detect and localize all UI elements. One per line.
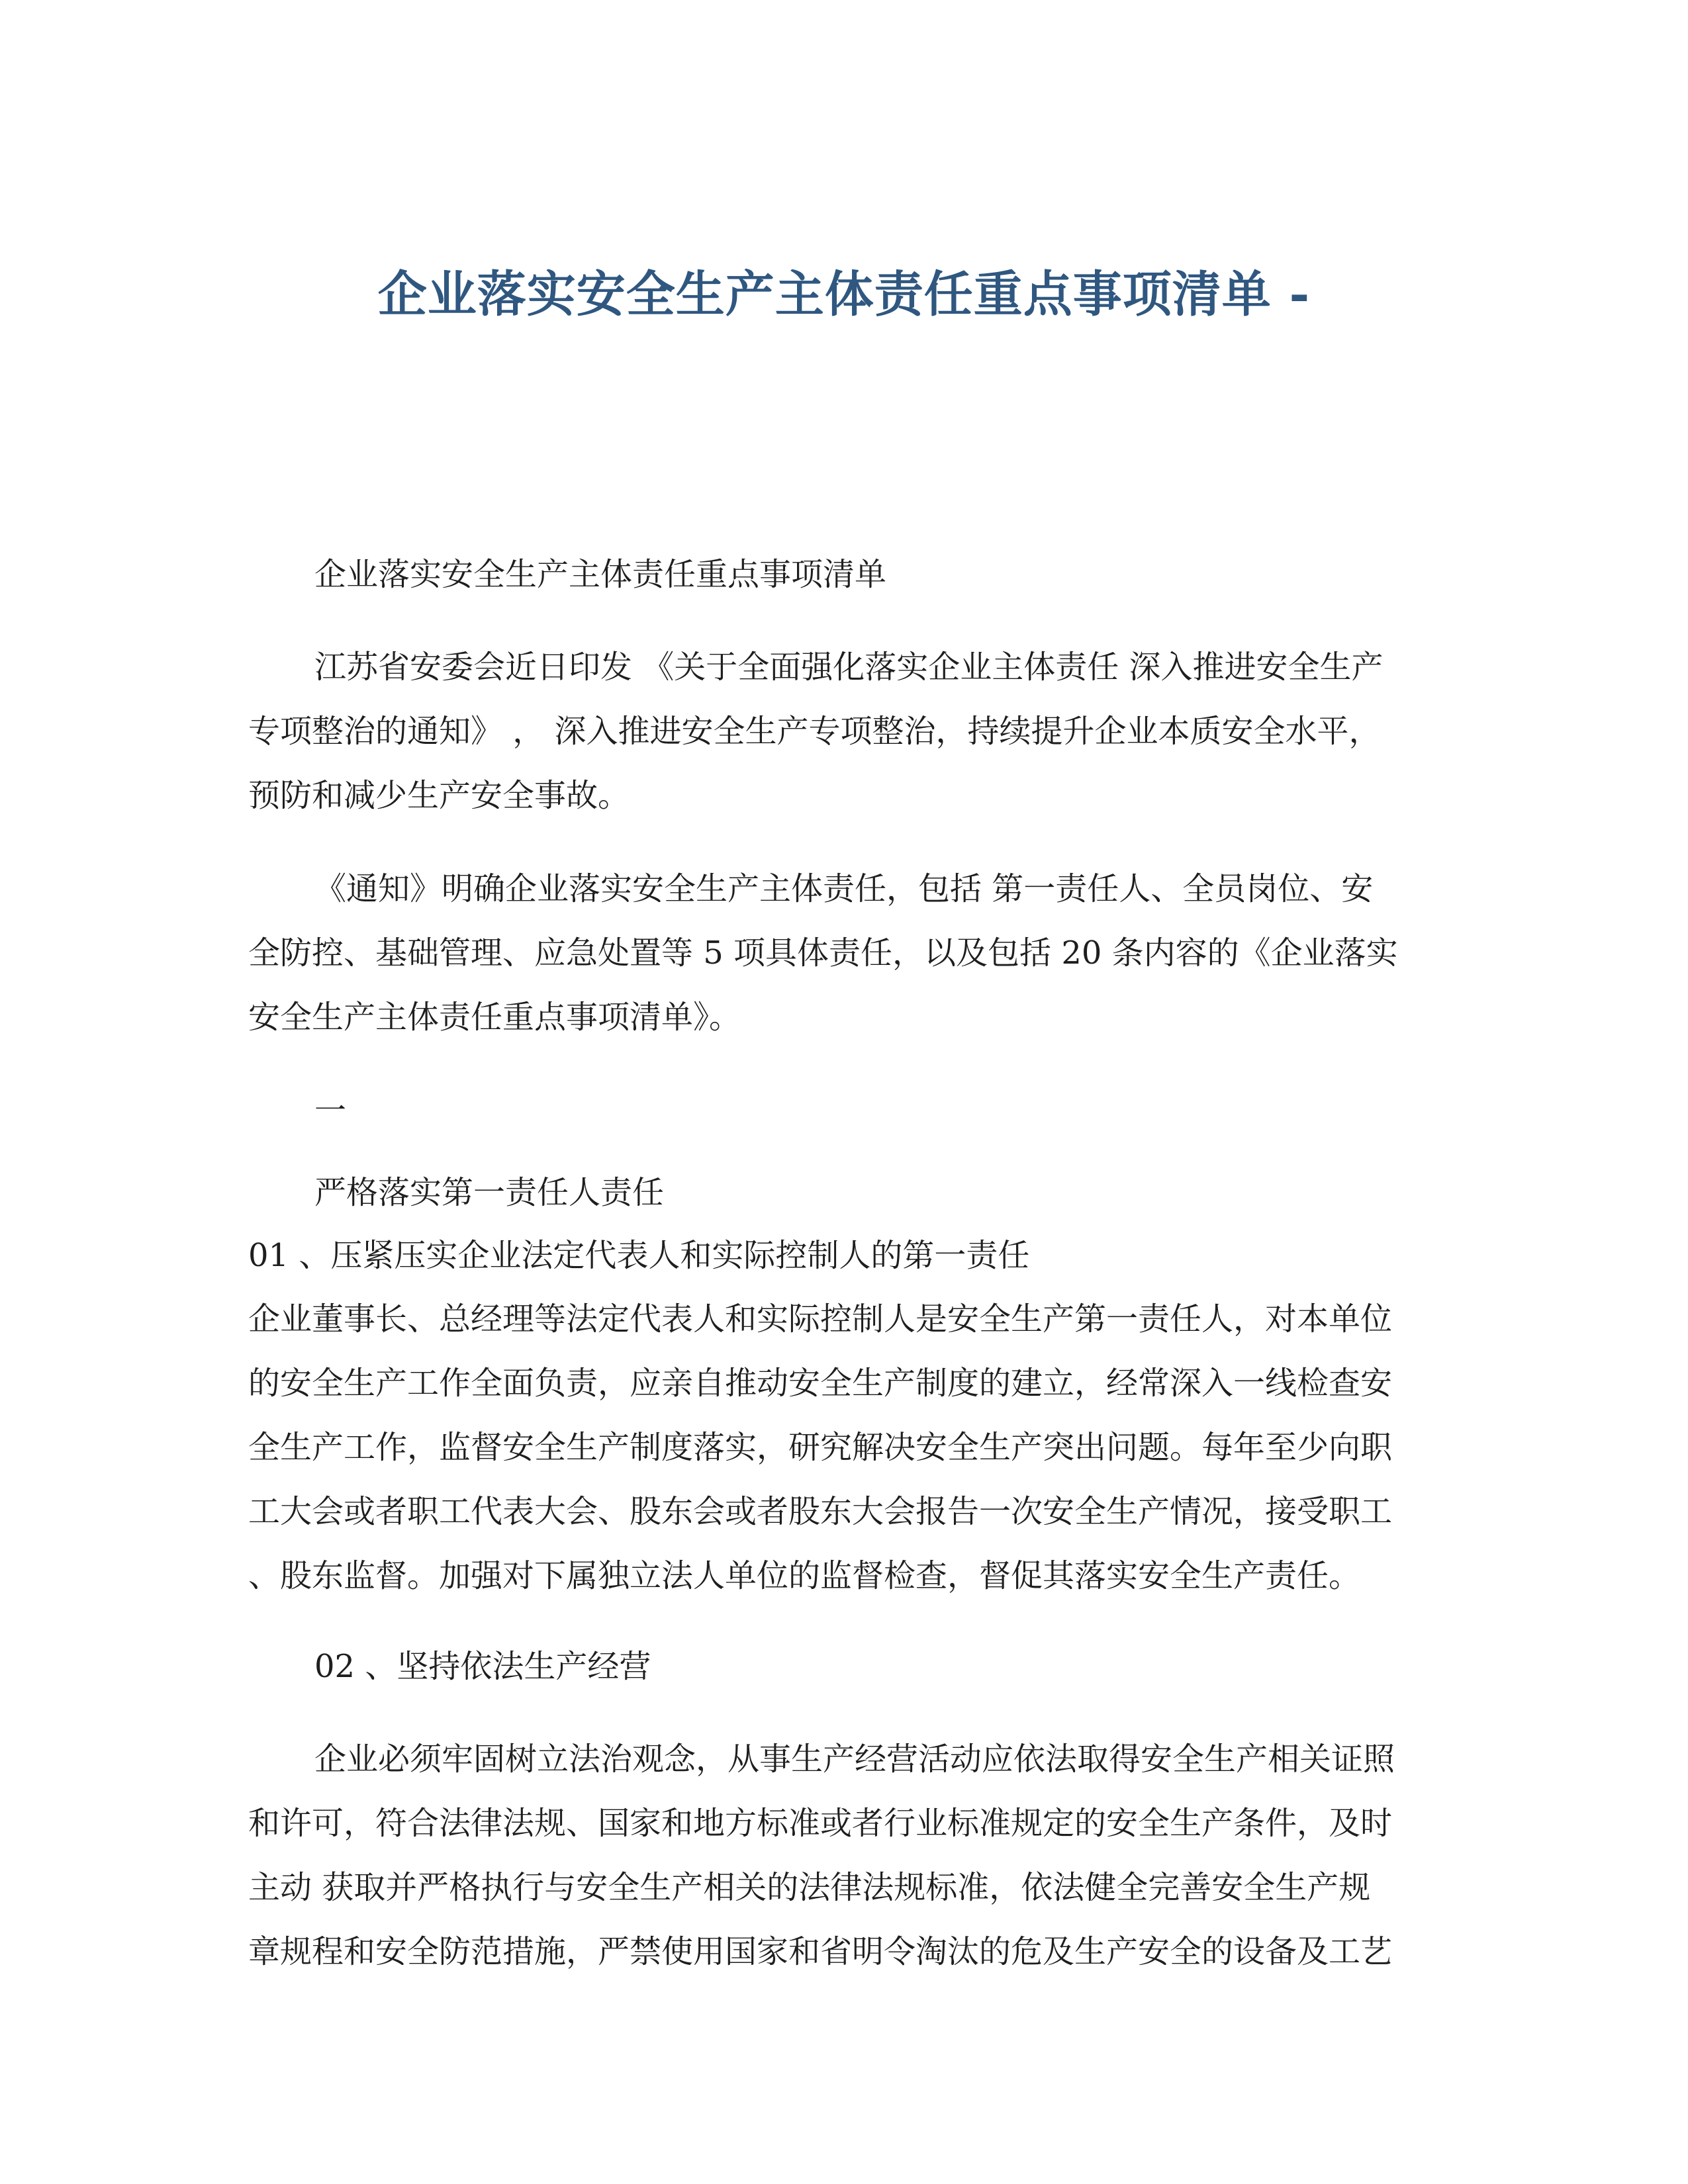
- item-01-line: 企业董事长、总经理等法定代表人和实际控制人是安全生产第一责任人，对本单位: [248, 1300, 1393, 1338]
- paragraph-2: [248, 857, 1440, 1050]
- paragraph-1: [248, 635, 1440, 828]
- paragraph-2-line: 安全生产主体责任重点事项清单》。: [248, 999, 741, 1036]
- item-01-line: 的安全生产工作全面负责，应亲自推动安全生产制度的建立，经常深入一线检查安: [248, 1365, 1393, 1402]
- item-01-line: 工大会或者职工代表大会、股东会或者股东大会报告一次安全生产情况，接受职工: [248, 1493, 1393, 1530]
- section-number: 一: [314, 1092, 347, 1129]
- paragraph-1-line: 江苏省安委会近日印发 《关于全面强化落实企业主体责任 深入推进安全生产: [314, 649, 1383, 686]
- item-01-body: [248, 1287, 1440, 1608]
- item-02-body: [248, 1727, 1440, 1984]
- item-02-title-block: [248, 1635, 1440, 1699]
- item-02-line: 和许可，符合法律法规、国家和地方标准或者行业标准规定的安全生产条件，及时: [248, 1805, 1393, 1842]
- item-01-line: 全生产工作，监督安全生产制度落实，研究解决安全生产突出问题。每年至少向职: [248, 1429, 1393, 1466]
- section-number-block: [248, 1079, 1440, 1143]
- paragraph-1-line: 专项整治的通知》 ， 深入推进安全生产专项整治，持续提升企业本质安全水平，: [248, 713, 1381, 750]
- body-heading-block: [248, 543, 1440, 607]
- item-02-line: 主动 获取并严格执行与安全生产相关的法律法规标准，依法健全完善安全生产规: [248, 1869, 1371, 1906]
- section-1: [248, 1161, 1440, 1287]
- body-heading: 企业落实安全生产主体责任重点事项清单: [314, 556, 887, 593]
- item-02-line: 章规程和安全防范措施，严禁使用国家和省明令淘汰的危及生产安全的设备及工艺: [248, 1933, 1393, 1970]
- paragraph-1-line: 预防和减少生产安全事故。: [248, 777, 630, 814]
- paragraph-2-line: 全防控、基础管理、应急处置等 5 项具体责任，以及包括 20 条内容的《企业落实: [248, 934, 1398, 972]
- item-01-line: 、股东监督。加强对下属独立法人单位的监督检查，督促其落实安全生产责任。: [248, 1557, 1361, 1594]
- paragraph-2-line: 《通知》明确企业落实安全生产主体责任，包括 第一责任人、全员岗位、安: [314, 870, 1374, 907]
- item-02-line: 企业必须牢固树立法治观念，从事生产经营活动应依法取得安全生产相关证照: [314, 1741, 1395, 1778]
- section-title: 严格落实第一责任人责任: [314, 1174, 665, 1211]
- document-title: 企业落实安全生产主体责任重点事项清单 -: [377, 266, 1311, 323]
- item-01-title: 01 、压紧压实企业法定代表人和实际控制人的第一责任: [248, 1237, 1030, 1274]
- item-02-title: 02 、坚持依法生产经营: [314, 1648, 651, 1685]
